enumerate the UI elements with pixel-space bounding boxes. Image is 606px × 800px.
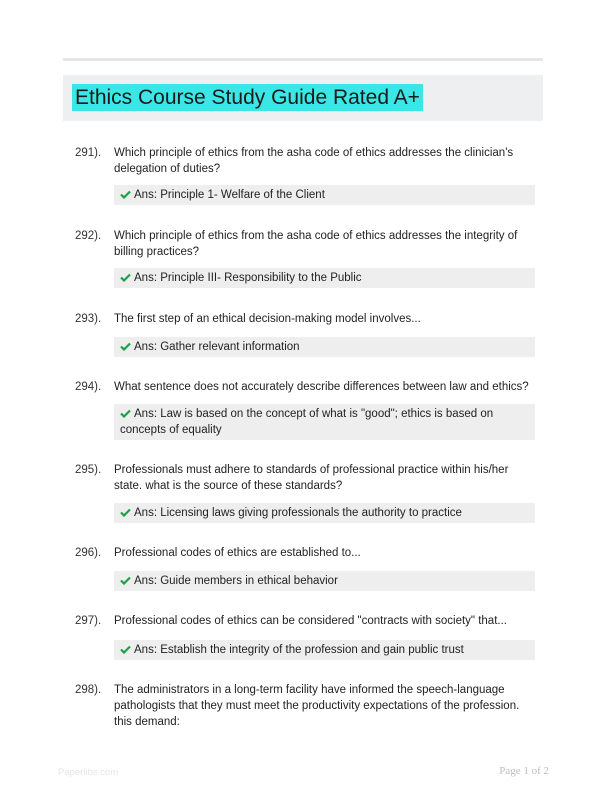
answer-text: Ans: Gather relevant information — [134, 341, 300, 353]
question-text: The administrators in a long-term facility have informed the speech-language pathologists that they must meet the productivity expectations of the profession. this demand: — [114, 684, 520, 728]
check-icon — [120, 342, 131, 351]
title-banner — [63, 75, 543, 121]
question-number: 291). — [75, 147, 102, 159]
question-text: Which principle of ethics from the asha code of ethics addresses the integrity of billing practices? — [114, 230, 518, 258]
question-number: 298). — [75, 684, 102, 696]
answer-box — [114, 503, 535, 523]
check-icon — [120, 508, 131, 517]
answer-text: Ans: Law is based on the concept of what is "good"; ethics is based on concepts of equality — [120, 408, 494, 436]
answer-text: Ans: Establish the integrity of the profession and gain public trust — [134, 644, 464, 656]
question-text: The first step of an ethical decision-making model involves... — [114, 313, 421, 325]
check-icon — [120, 273, 131, 282]
answer-text: Ans: Principle 1- Welfare of the Client — [134, 189, 325, 201]
check-icon — [120, 576, 131, 585]
answer-box — [114, 185, 535, 205]
question-text: Professionals must adhere to standards of professional practice within his/her state. what is the source of these standards? — [114, 464, 509, 492]
question-text: Which principle of ethics from the asha code of ethics addresses the clinician's delegation of duties? — [114, 147, 514, 175]
answer-box — [114, 337, 535, 357]
question-number: 295). — [75, 464, 102, 476]
check-icon — [120, 190, 131, 199]
answer-box — [114, 640, 535, 660]
question-text: Professional codes of ethics can be considered "contracts with society" that... — [114, 615, 507, 627]
top-divider — [63, 58, 543, 61]
answer-text: Ans: Principle III- Responsibility to the Public — [134, 272, 362, 284]
answer-text: Ans: Licensing laws giving professionals the authority to practice — [134, 507, 462, 519]
footer-watermark: Paperlibs.com — [58, 767, 119, 778]
question-number: 297). — [75, 615, 102, 627]
document-title: Ethics Course Study Guide Rated A+ — [72, 84, 423, 111]
answer-box — [114, 268, 535, 288]
question-number: 292). — [75, 230, 102, 242]
answer-box — [114, 571, 535, 591]
question-number: 294). — [75, 381, 102, 393]
question-number: 293). — [75, 313, 102, 325]
question-text: Professional codes of ethics are established to... — [114, 547, 361, 559]
check-icon — [120, 409, 131, 418]
answer-text: Ans: Guide members in ethical behavior — [134, 575, 338, 587]
check-icon — [120, 645, 131, 654]
question-number: 296). — [75, 547, 102, 559]
question-text: What sentence does not accurately describe differences between law and ethics? — [114, 381, 529, 393]
page-indicator: Page 1 of 2 — [499, 765, 549, 777]
answer-box — [114, 404, 535, 440]
